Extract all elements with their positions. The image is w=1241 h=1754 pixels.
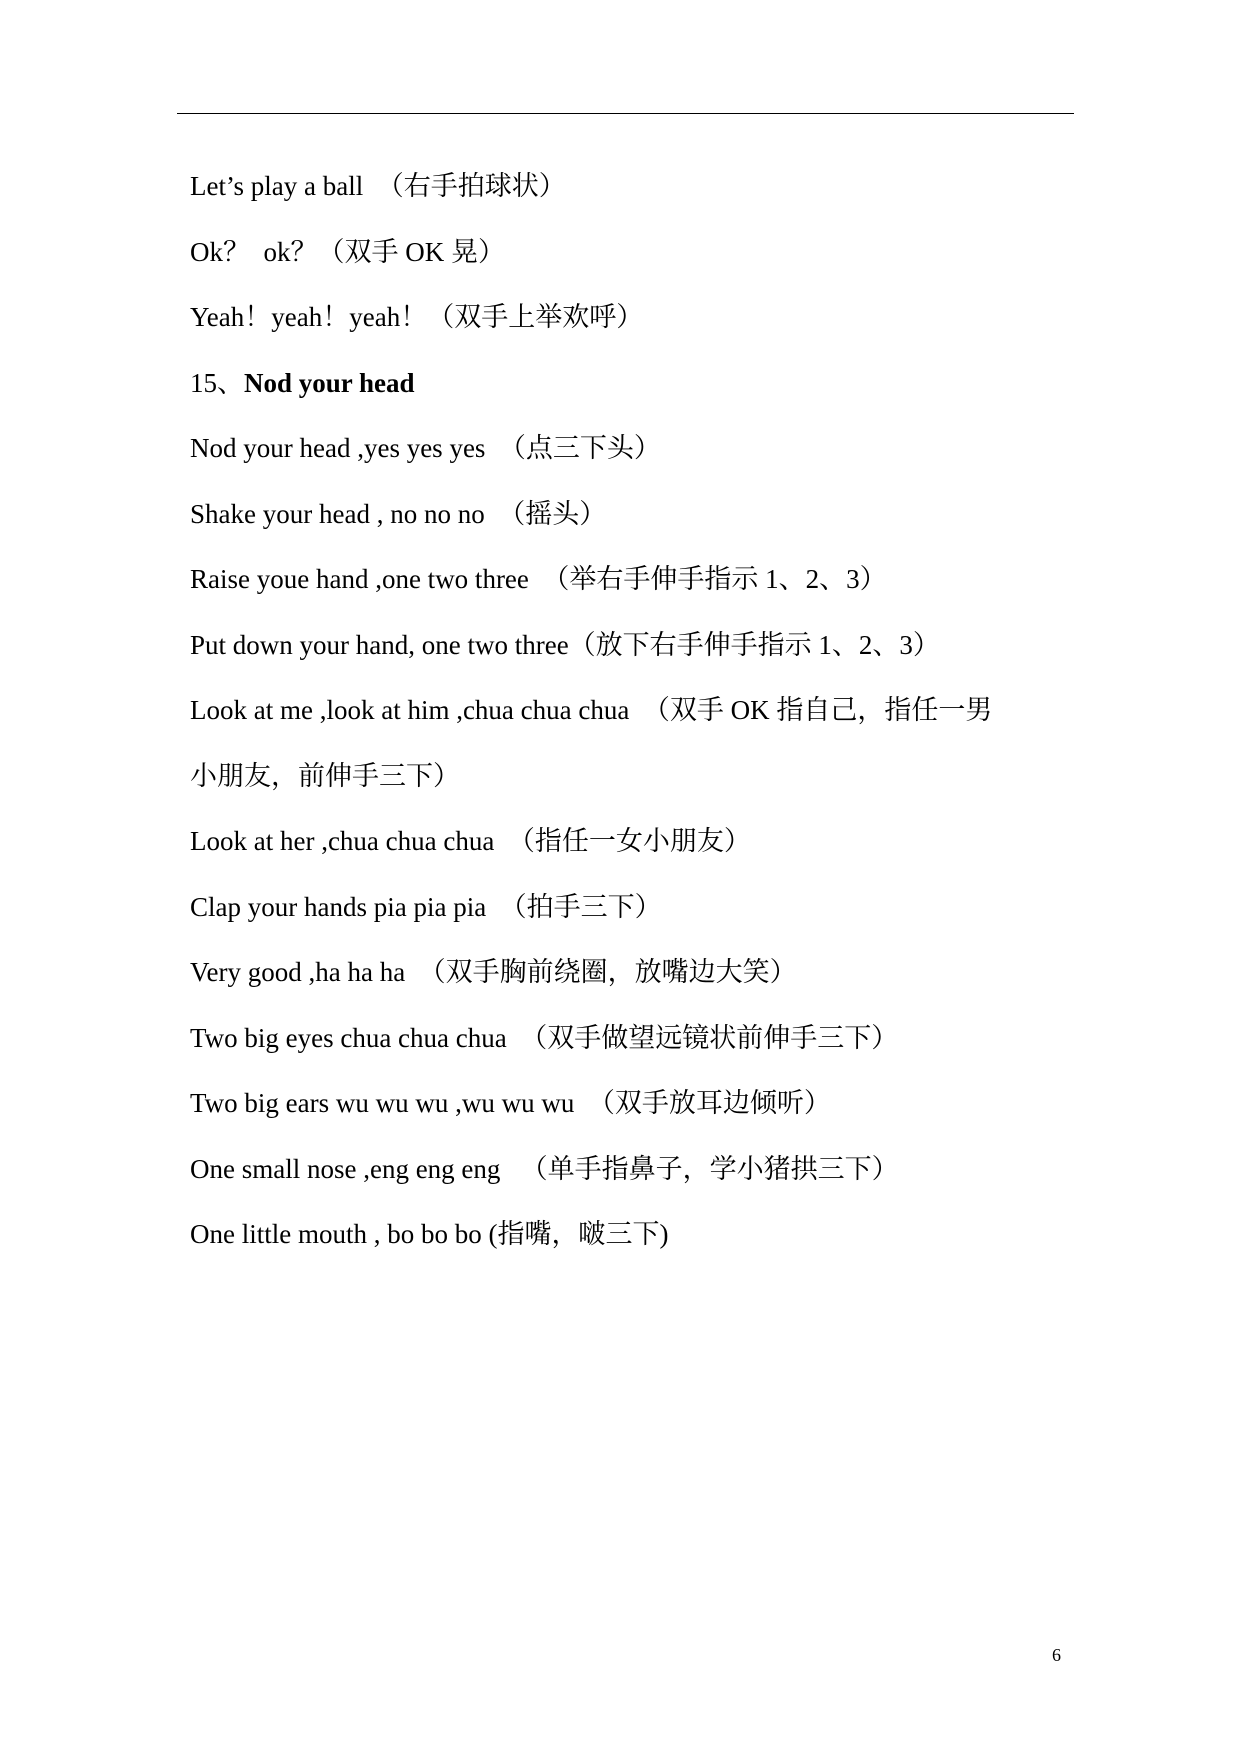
- text-line: One small nose ,eng eng eng （单手指鼻子，学小猪拱三下）: [190, 1153, 899, 1184]
- text-line: Very good ,ha ha ha （双手胸前绕圈，放嘴边大笑）: [190, 957, 797, 987]
- text-line: Ok？ ok？（双手 OK 晃）: [190, 236, 505, 267]
- text-line: Let’s play a ball （右手拍球状）: [190, 171, 566, 201]
- text-line: 小朋友，前伸手三下）: [190, 760, 460, 791]
- document-body: [190, 154, 1074, 1268]
- text-line: Two big ears wu wu wu ,wu wu wu （双手放耳边倾听）: [190, 1088, 831, 1118]
- text-line: Look at me ,look at him ,chua chua chua （双手 OK 指自己，指任一男: [190, 695, 993, 725]
- text-line: Shake your head , no no no （摇头）: [190, 498, 607, 529]
- header-rule: [177, 113, 1074, 114]
- text-line: One little mouth , bo bo bo (指嘴，啵三下): [190, 1219, 669, 1249]
- text-line: Nod your head ,yes yes yes （点三下头）: [190, 433, 661, 463]
- section-number: 15、: [190, 367, 244, 398]
- text-line: Clap your hands pia pia pia （拍手三下）: [190, 891, 662, 922]
- text-line: Put down your hand, one two three（放下右手伸手指示 1、2、3）: [190, 629, 940, 660]
- text-line: Look at her ,chua chua chua （指任一女小朋友）: [190, 826, 751, 856]
- text-line: Raise youe hand ,one two three （举右手伸手指示 1、2、3）: [190, 564, 887, 594]
- page-number: 6: [1052, 1645, 1061, 1665]
- text-line: Two big eyes chua chua chua （双手做望远镜状前伸手三下）: [190, 1022, 899, 1053]
- section-title: Nod your head: [244, 367, 415, 398]
- text-line: Yeah！yeah！yeah！（双手上举欢呼）: [190, 302, 644, 332]
- section-heading: [190, 351, 1074, 417]
